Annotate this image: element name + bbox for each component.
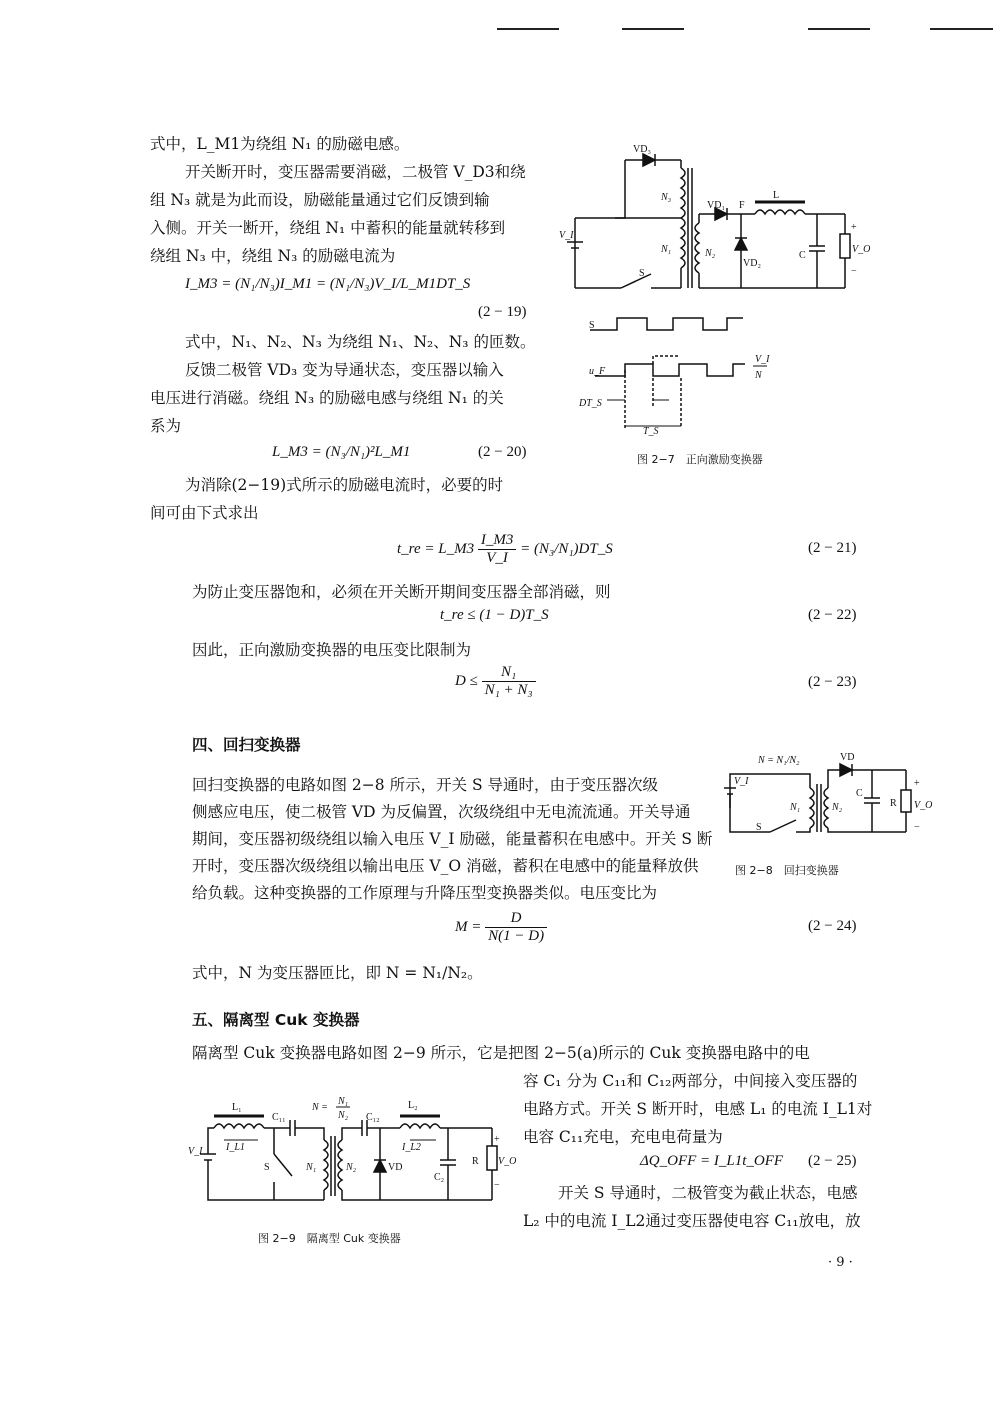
text-line: 系为 xyxy=(150,417,182,435)
winding-n2 xyxy=(695,223,699,273)
label: VD xyxy=(388,1162,403,1173)
label: N₂ xyxy=(338,1110,349,1121)
label: V_I xyxy=(734,776,749,787)
equation-number: (2 − 23) xyxy=(808,674,857,690)
diode-vd xyxy=(840,764,852,776)
label: VD₁ xyxy=(707,200,725,211)
label: V_I xyxy=(755,354,770,365)
text-line: 给负载。这种变换器的工作原理与升降压型变换器类似。电压变比为 xyxy=(192,884,658,902)
equation-number: (2 − 21) xyxy=(808,540,857,556)
wire xyxy=(828,770,840,788)
label: S xyxy=(639,268,645,279)
label: VD xyxy=(840,752,855,763)
switch-s xyxy=(770,820,796,832)
equation-2-22: t_re ≤ (1 − D)T_S xyxy=(440,607,549,623)
resistor-load xyxy=(840,234,850,258)
resistor-load xyxy=(487,1146,497,1170)
label: L₁ xyxy=(232,1102,242,1113)
header-rule xyxy=(622,28,684,30)
label: L₂ xyxy=(408,1100,418,1111)
diode-vd2 xyxy=(735,238,747,250)
label: R xyxy=(472,1156,479,1167)
inductor-l xyxy=(755,210,805,214)
page-number: · 9 · xyxy=(828,1255,853,1270)
diode-vd xyxy=(374,1160,386,1172)
diode-vd3 xyxy=(643,154,655,166)
label: T_S xyxy=(643,426,659,437)
label: V_I xyxy=(559,230,574,241)
text-line: 开关 S 导通时，二极管变为截止状态，电感 xyxy=(558,1184,858,1202)
text-line: 式中，N 为变压器匝比，即 N = N₁/N₂。 xyxy=(192,964,483,982)
label: − xyxy=(851,266,857,277)
winding-n1 xyxy=(810,788,814,828)
figure-caption: 图 2−9 隔离型 Cuk 变换器 xyxy=(258,1232,401,1245)
wire xyxy=(796,828,810,832)
figure-2-9 xyxy=(180,1092,517,1210)
label: R xyxy=(890,798,897,809)
equation-number: (2 − 20) xyxy=(478,444,527,460)
resistor-load xyxy=(901,790,911,812)
text-line: 式中，N₁、N₂、N₃ 为绕组 N₁、N₂、N₃ 的匝数。 xyxy=(185,333,536,351)
label: S xyxy=(264,1162,270,1173)
label: VD₂ xyxy=(743,258,761,269)
switch-s xyxy=(621,274,651,288)
text-line: 组 N₃ 就是为此而设，励磁能量通过它们反馈到输 xyxy=(150,191,490,209)
figure-caption: 图 2−7 正向激励变换器 xyxy=(637,453,763,466)
text-line: 电路方式。开关 S 断开时，电感 L₁ 的电流 I_L1对 xyxy=(523,1100,873,1118)
label: u_F xyxy=(589,366,606,377)
wire xyxy=(615,160,625,218)
text-line: 隔离型 Cuk 变换器电路如图 2−9 所示，它是把图 2−5(a)所示的 Cuk 变换器电路中的电 xyxy=(192,1044,810,1062)
text-line: L₂ 中的电流 I_L2通过变压器使电容 C₁₁放电，放 xyxy=(523,1212,861,1230)
text-line: 为防止变压器饱和，必须在开关断开期间变压器全部消磁，则 xyxy=(192,583,611,601)
label: I_L1 xyxy=(226,1142,245,1153)
waveform-uf xyxy=(595,364,745,376)
label: DT_S xyxy=(579,398,602,409)
equation-2-19: I_M3 = (N₁/N₃)I_M1 = (N₁/N₃)V_I/L_M1DT_S xyxy=(185,276,471,292)
label: N = N₁/N₂ xyxy=(758,755,800,766)
label: V_O xyxy=(852,244,871,255)
label: N₁ xyxy=(790,802,801,813)
header-rule xyxy=(497,28,559,30)
inductor-l2 xyxy=(400,1124,440,1128)
section-heading: 五、隔离型 Cuk 变换器 xyxy=(192,1011,360,1029)
text-line: 绕组 N₃ 中，绕组 N₃ 的励磁电流为 xyxy=(150,247,396,265)
equation-number: (2 − 24) xyxy=(808,918,857,934)
equation-2-20: L_M3 = (N₃/N₁)²L_M1 xyxy=(272,444,411,460)
header-rule xyxy=(808,28,870,30)
label: V_O xyxy=(914,800,933,811)
winding-n2 xyxy=(824,788,828,828)
equation-2-23: D ≤ $\frac{\text{N₁}}{\text{N₁ + N₃}}$ xyxy=(455,664,536,699)
figure-2-7 xyxy=(555,138,875,468)
text-line: 容 C₁ 分为 C₁₁和 C₁₂两部分，中间接入变压器的 xyxy=(523,1072,858,1090)
label: N₂ xyxy=(832,802,843,813)
text-line: 开时，变压器次级绕组以输出电压 V_O 消磁，蓄积在电感中的能量释放供 xyxy=(192,857,699,875)
wire xyxy=(208,1128,214,1154)
text-line: 侧感应电压，使二极管 VD 为反偏置，次级绕组中无电流流通。开关导通 xyxy=(192,803,691,821)
waveform-s xyxy=(590,318,743,330)
label: N₂ xyxy=(705,248,716,259)
equation-2-24: M = $\frac{D}{N(1 - D)}$ xyxy=(455,910,547,945)
wire xyxy=(295,1128,324,1140)
equation-number: (2 − 22) xyxy=(808,607,857,623)
text-line: 电容 C₁₁充电，充电电荷量为 xyxy=(523,1128,723,1146)
wire xyxy=(342,1128,362,1140)
figure-2-8 xyxy=(720,748,933,853)
label: N₁ xyxy=(306,1162,317,1173)
label: N₃ xyxy=(661,192,672,203)
label: + xyxy=(914,778,920,789)
section-heading: 四、回扫变换器 xyxy=(192,736,301,754)
label: VD₃ xyxy=(633,144,651,155)
label: C₁₁ xyxy=(272,1112,286,1123)
text-line: 开关断开时，变压器需要消磁，二极管 V_D3和绕 xyxy=(185,163,526,181)
winding-n2 xyxy=(338,1140,342,1190)
label: − xyxy=(494,1180,500,1191)
wire xyxy=(342,1190,492,1200)
header-rule xyxy=(930,28,993,30)
text-line: 回扫变换器的电路如图 2−8 所示，开关 S 导通时，由于变压器次级 xyxy=(192,776,659,794)
text-line: 反馈二极管 VD₃ 变为导通状态，变压器以输入 xyxy=(185,361,504,379)
equation-2-21: t_re = L_M3 $\frac{I\_M3}{V\_I}$ = (N₃/N₁)DT_S xyxy=(397,532,613,566)
label: L xyxy=(773,190,780,201)
label: N xyxy=(755,370,762,381)
label: N = xyxy=(312,1102,328,1113)
label: V_I xyxy=(188,1146,203,1157)
label: I_L2 xyxy=(402,1142,421,1153)
switch-s xyxy=(274,1154,292,1176)
waveform-uf-dash xyxy=(653,356,679,364)
label: − xyxy=(914,822,920,833)
inductor-l1 xyxy=(214,1124,264,1128)
equation-2-25: ΔQ_OFF = I_L1t_OFF xyxy=(640,1153,784,1169)
winding-n1 xyxy=(324,1140,328,1190)
label: N₂ xyxy=(346,1162,357,1173)
figure-caption: 图 2−8 回扫变换器 xyxy=(735,864,839,877)
label: + xyxy=(851,222,857,233)
label: + xyxy=(494,1134,500,1145)
label: V_O xyxy=(498,1156,517,1167)
label: S xyxy=(589,320,595,331)
winding-n1 xyxy=(681,218,685,268)
wire xyxy=(828,828,906,832)
equation-number: (2 − 19) xyxy=(478,304,527,320)
label: C₂ xyxy=(434,1172,445,1183)
label: C xyxy=(856,788,863,799)
label: F xyxy=(739,200,745,211)
text-line: 间可由下式求出 xyxy=(150,504,259,522)
text-line: 入侧。开关一断开，绕组 N₁ 中蓄积的能量就转移到 xyxy=(150,219,506,237)
label: N₁ xyxy=(338,1096,349,1107)
label: C xyxy=(799,250,806,261)
winding-n3 xyxy=(681,168,685,218)
equation-number: (2 − 25) xyxy=(808,1153,857,1169)
label: S xyxy=(756,822,762,833)
label: C₁₂ xyxy=(366,1112,380,1123)
text-line: 期间，变压器初级绕组以输入电压 V_I 励磁，能量蓄积在电感中。开关 S 断 xyxy=(192,830,713,848)
wire xyxy=(730,794,770,832)
text-line: 为消除(2−19)式所示的励磁电流时，必要的时 xyxy=(185,476,504,494)
text-line: 电压进行消磁。绕组 N₃ 的励磁电感与绕组 N₁ 的关 xyxy=(150,389,504,407)
text-line: 式中，L_M1为绕组 N₁ 的励磁电感。 xyxy=(150,135,410,153)
label: N₁ xyxy=(661,244,672,255)
text-line: 因此，正向激励变换器的电压变比限制为 xyxy=(192,641,472,659)
